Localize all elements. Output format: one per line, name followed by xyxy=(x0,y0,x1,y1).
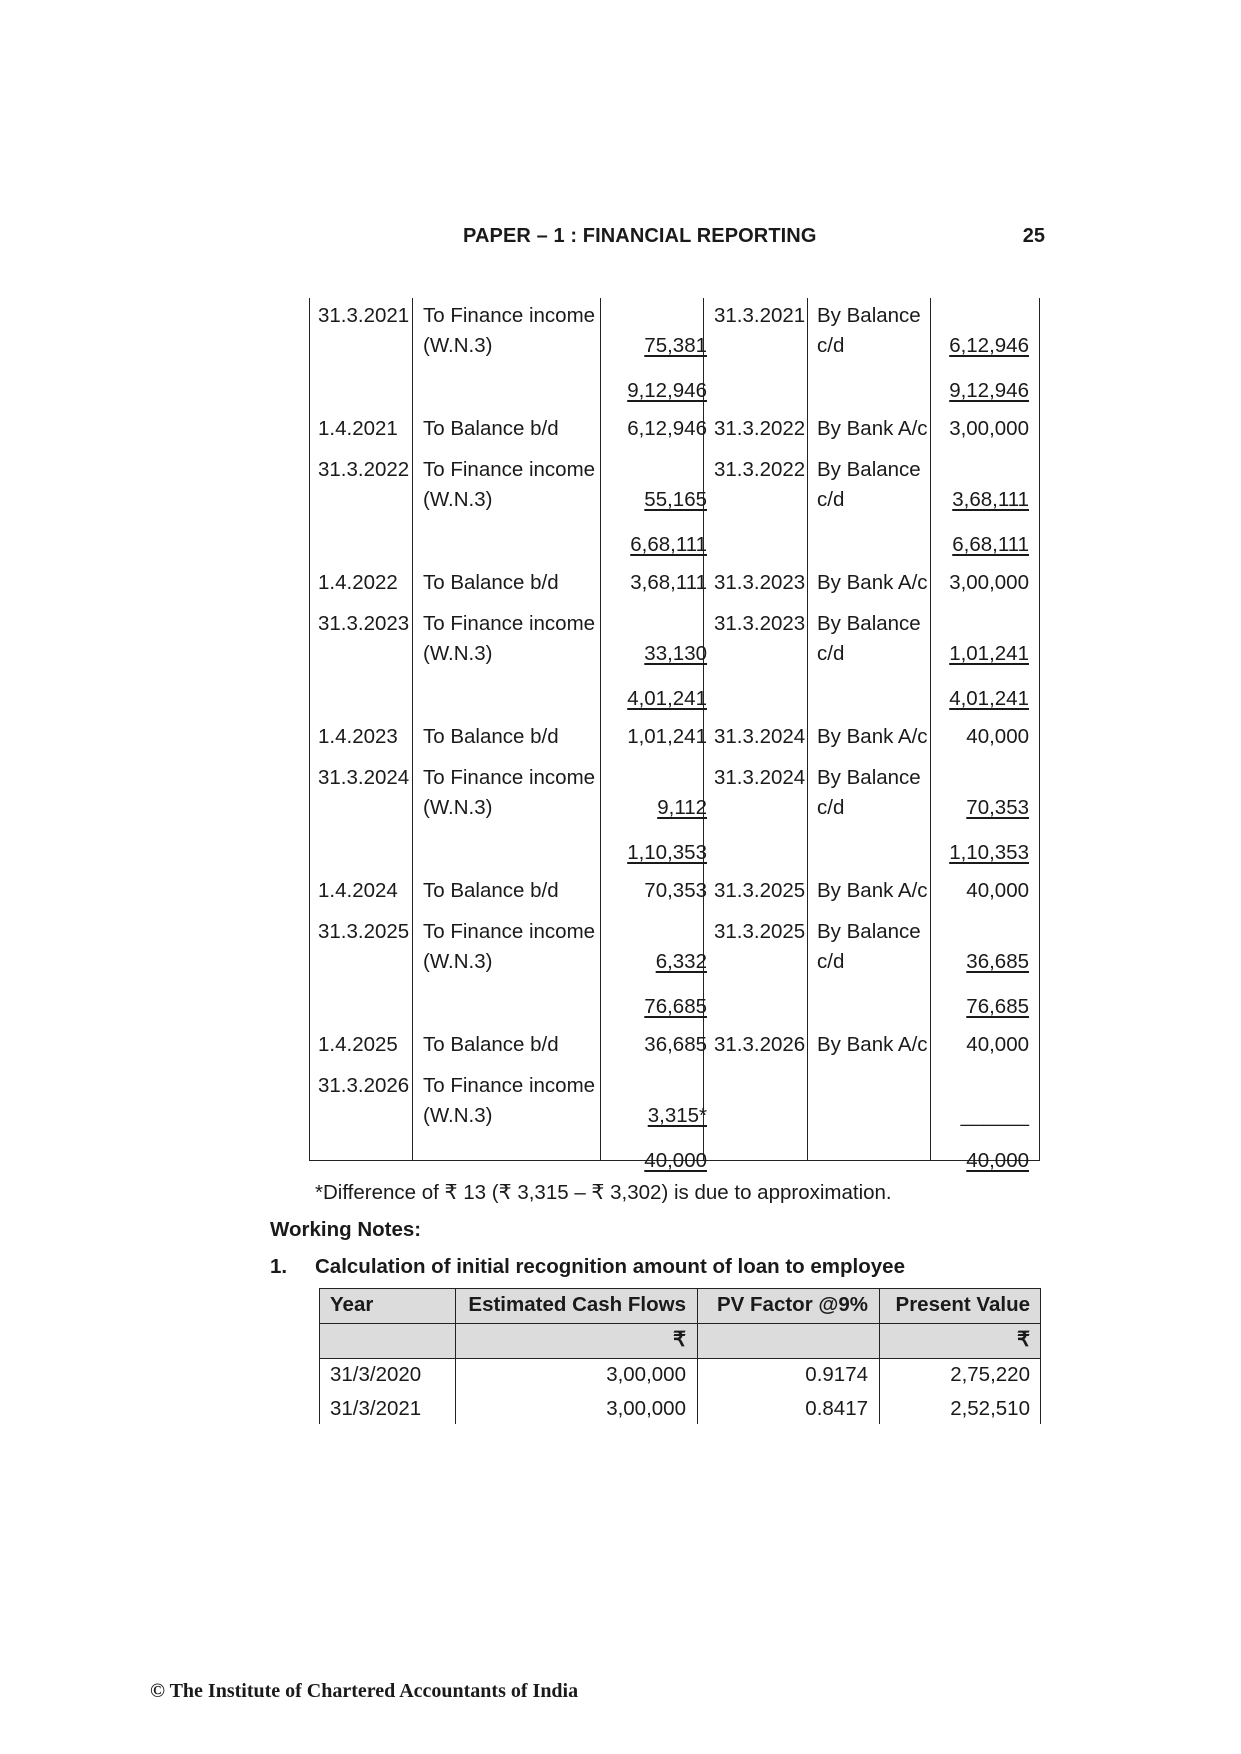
debit-amount: 36,685 xyxy=(644,1033,707,1056)
ledger-row xyxy=(310,1030,1039,1068)
ledger-row xyxy=(310,992,1039,1030)
debit-particulars: To Balance b/d xyxy=(423,417,559,440)
credit-particulars: By Bank A/c xyxy=(817,571,928,594)
ledger-row xyxy=(310,1146,1039,1184)
credit-particulars-ref: c/d xyxy=(817,950,845,973)
ledger-row xyxy=(310,838,1039,876)
credit-total: 1,10,353 xyxy=(949,841,1029,864)
debit-amount: 3,68,111 xyxy=(630,571,707,594)
debit-total: 1,10,353 xyxy=(627,841,707,864)
credit-date: 31.3.2024 xyxy=(714,766,806,789)
debit-amount: 33,130 xyxy=(644,642,707,665)
debit-total: 6,68,111 xyxy=(630,533,707,556)
credit-total: 9,12,946 xyxy=(949,379,1029,402)
debit-particulars-ref: (W.N.3) xyxy=(423,642,493,665)
debit-particulars: To Finance income xyxy=(423,304,596,327)
ledger-row xyxy=(310,914,1039,992)
credit-amount: 70,353 xyxy=(966,796,1029,819)
credit-amount: 40,000 xyxy=(966,725,1029,748)
credit-particulars: By Bank A/c xyxy=(817,879,928,902)
credit-particulars: By Bank A/c xyxy=(817,417,928,440)
debit-amount: 9,112 xyxy=(657,796,707,819)
credit-amount: 40,000 xyxy=(966,879,1029,902)
credit-particulars-ref: c/d xyxy=(817,334,845,357)
debit-date: 31.3.2026 xyxy=(318,1074,410,1097)
credit-date: 31.3.2025 xyxy=(714,879,806,902)
page-number: 25 xyxy=(1022,225,1045,247)
table-header-cell: Year xyxy=(330,1293,374,1316)
debit-total: 9,12,946 xyxy=(627,379,707,402)
credit-particulars: By Balance xyxy=(817,920,921,943)
credit-date: 31.3.2025 xyxy=(714,920,806,943)
debit-date: 31.3.2025 xyxy=(318,920,410,943)
credit-date: 31.3.2024 xyxy=(714,725,806,748)
ledger-row xyxy=(310,722,1039,760)
credit-date: 31.3.2022 xyxy=(714,417,806,440)
ledger-row xyxy=(310,876,1039,914)
working-note-number: 1. xyxy=(270,1255,288,1278)
ledger-row xyxy=(310,414,1039,452)
page-header-title: PAPER – 1 : FINANCIAL REPORTING xyxy=(463,225,817,247)
credit-particulars: By Balance xyxy=(817,612,921,635)
credit-amount: 3,00,000 xyxy=(949,417,1029,440)
debit-particulars-ref: (W.N.3) xyxy=(423,950,493,973)
credit-particulars: By Bank A/c xyxy=(817,725,928,748)
ledger-row xyxy=(310,298,1039,376)
table-cell: 3,00,000 xyxy=(606,1363,686,1386)
table-cell: 2,75,220 xyxy=(950,1363,1030,1386)
credit-total: 40,000 xyxy=(966,1149,1029,1172)
credit-particulars: By Balance xyxy=(817,304,921,327)
debit-particulars: To Balance b/d xyxy=(423,571,559,594)
credit-total: 6,68,111 xyxy=(952,533,1029,556)
debit-date: 1.4.2022 xyxy=(318,571,398,594)
debit-particulars: To Finance income xyxy=(423,458,596,481)
table-cell: 31/3/2020 xyxy=(330,1363,422,1386)
debit-amount: 1,01,241 xyxy=(627,725,707,748)
credit-particulars: By Balance xyxy=(817,766,921,789)
credit-amount: 6,12,946 xyxy=(949,334,1029,357)
table-cell: 3,00,000 xyxy=(606,1397,686,1420)
table-header-cell: Estimated Cash Flows xyxy=(468,1293,686,1316)
ledger-row xyxy=(310,568,1039,606)
ledger-row xyxy=(310,376,1039,414)
debit-particulars: To Balance b/d xyxy=(423,1033,559,1056)
debit-date: 31.3.2023 xyxy=(318,612,410,635)
credit-particulars-ref: c/d xyxy=(817,488,845,511)
credit-date: 31.3.2023 xyxy=(714,571,806,594)
debit-particulars-ref: (W.N.3) xyxy=(423,1104,493,1127)
credit-particulars: By Balance xyxy=(817,458,921,481)
credit-amount: 40,000 xyxy=(966,1033,1029,1056)
debit-date: 1.4.2025 xyxy=(318,1033,398,1056)
debit-date: 1.4.2023 xyxy=(318,725,398,748)
debit-particulars: To Finance income xyxy=(423,612,596,635)
working-notes-heading: Working Notes: xyxy=(270,1218,422,1241)
debit-particulars: To Finance income xyxy=(423,920,596,943)
credit-date: 31.3.2023 xyxy=(714,612,806,635)
approximation-note: *Difference of ₹ 13 (₹ 3,315 – ₹ 3,302) is due to approximation. xyxy=(315,1181,892,1204)
working-note-title: Calculation of initial recognition amount of loan to employee xyxy=(315,1255,905,1278)
table-header-cell: PV Factor @9% xyxy=(716,1293,868,1316)
table-cell: 2,52,510 xyxy=(950,1397,1030,1420)
debit-particulars: To Balance b/d xyxy=(423,725,559,748)
debit-total: 4,01,241 xyxy=(627,687,707,710)
debit-total: 40,000 xyxy=(644,1149,707,1172)
debit-particulars: To Finance income xyxy=(423,766,596,789)
ledger-row xyxy=(310,530,1039,568)
credit-particulars-ref: c/d xyxy=(817,642,845,665)
ledger-row xyxy=(310,452,1039,530)
credit-amount: ______ xyxy=(960,1104,1029,1127)
credit-particulars: By Bank A/c xyxy=(817,1033,928,1056)
table-currency-cell: ₹ xyxy=(672,1328,686,1351)
table-currency-cell: ₹ xyxy=(1016,1328,1030,1351)
debit-amount: 70,353 xyxy=(644,879,707,902)
credit-amount: 3,68,111 xyxy=(952,488,1029,511)
debit-amount: 75,381 xyxy=(644,334,707,357)
debit-particulars-ref: (W.N.3) xyxy=(423,796,493,819)
debit-date: 31.3.2021 xyxy=(318,304,410,327)
credit-date: 31.3.2021 xyxy=(714,304,806,327)
ledger-account-table xyxy=(309,298,1040,1172)
debit-particulars: To Balance b/d xyxy=(423,879,559,902)
debit-particulars: To Finance income xyxy=(423,1074,596,1097)
ledger-row xyxy=(310,606,1039,684)
ledger-row xyxy=(310,760,1039,838)
ledger-row xyxy=(310,684,1039,722)
credit-date: 31.3.2026 xyxy=(714,1033,806,1056)
credit-amount: 36,685 xyxy=(966,950,1029,973)
footer-copyright: © The Institute of Chartered Accountants of India xyxy=(150,1680,579,1702)
debit-amount: 6,332 xyxy=(655,950,707,973)
credit-total: 4,01,241 xyxy=(949,687,1029,710)
debit-date: 1.4.2021 xyxy=(318,417,398,440)
debit-date: 31.3.2024 xyxy=(318,766,410,789)
debit-date: 31.3.2022 xyxy=(318,458,410,481)
debit-particulars-ref: (W.N.3) xyxy=(423,488,493,511)
debit-amount: 55,165 xyxy=(644,488,707,511)
table-header-cell: Present Value xyxy=(895,1293,1030,1316)
credit-particulars-ref: c/d xyxy=(817,796,845,819)
debit-total: 76,685 xyxy=(644,995,707,1018)
table-cell: 0.8417 xyxy=(805,1397,868,1420)
credit-amount: 3,00,000 xyxy=(949,571,1029,594)
ledger-row xyxy=(310,1068,1039,1146)
credit-date: 31.3.2022 xyxy=(714,458,806,481)
debit-date: 1.4.2024 xyxy=(318,879,398,902)
debit-amount: 3,315* xyxy=(647,1104,707,1127)
debit-particulars-ref: (W.N.3) xyxy=(423,334,493,357)
table-cell: 31/3/2021 xyxy=(330,1397,422,1420)
table-cell: 0.9174 xyxy=(805,1363,868,1386)
debit-amount: 6,12,946 xyxy=(627,417,707,440)
credit-amount: 1,01,241 xyxy=(949,642,1029,665)
credit-total: 76,685 xyxy=(966,995,1029,1018)
